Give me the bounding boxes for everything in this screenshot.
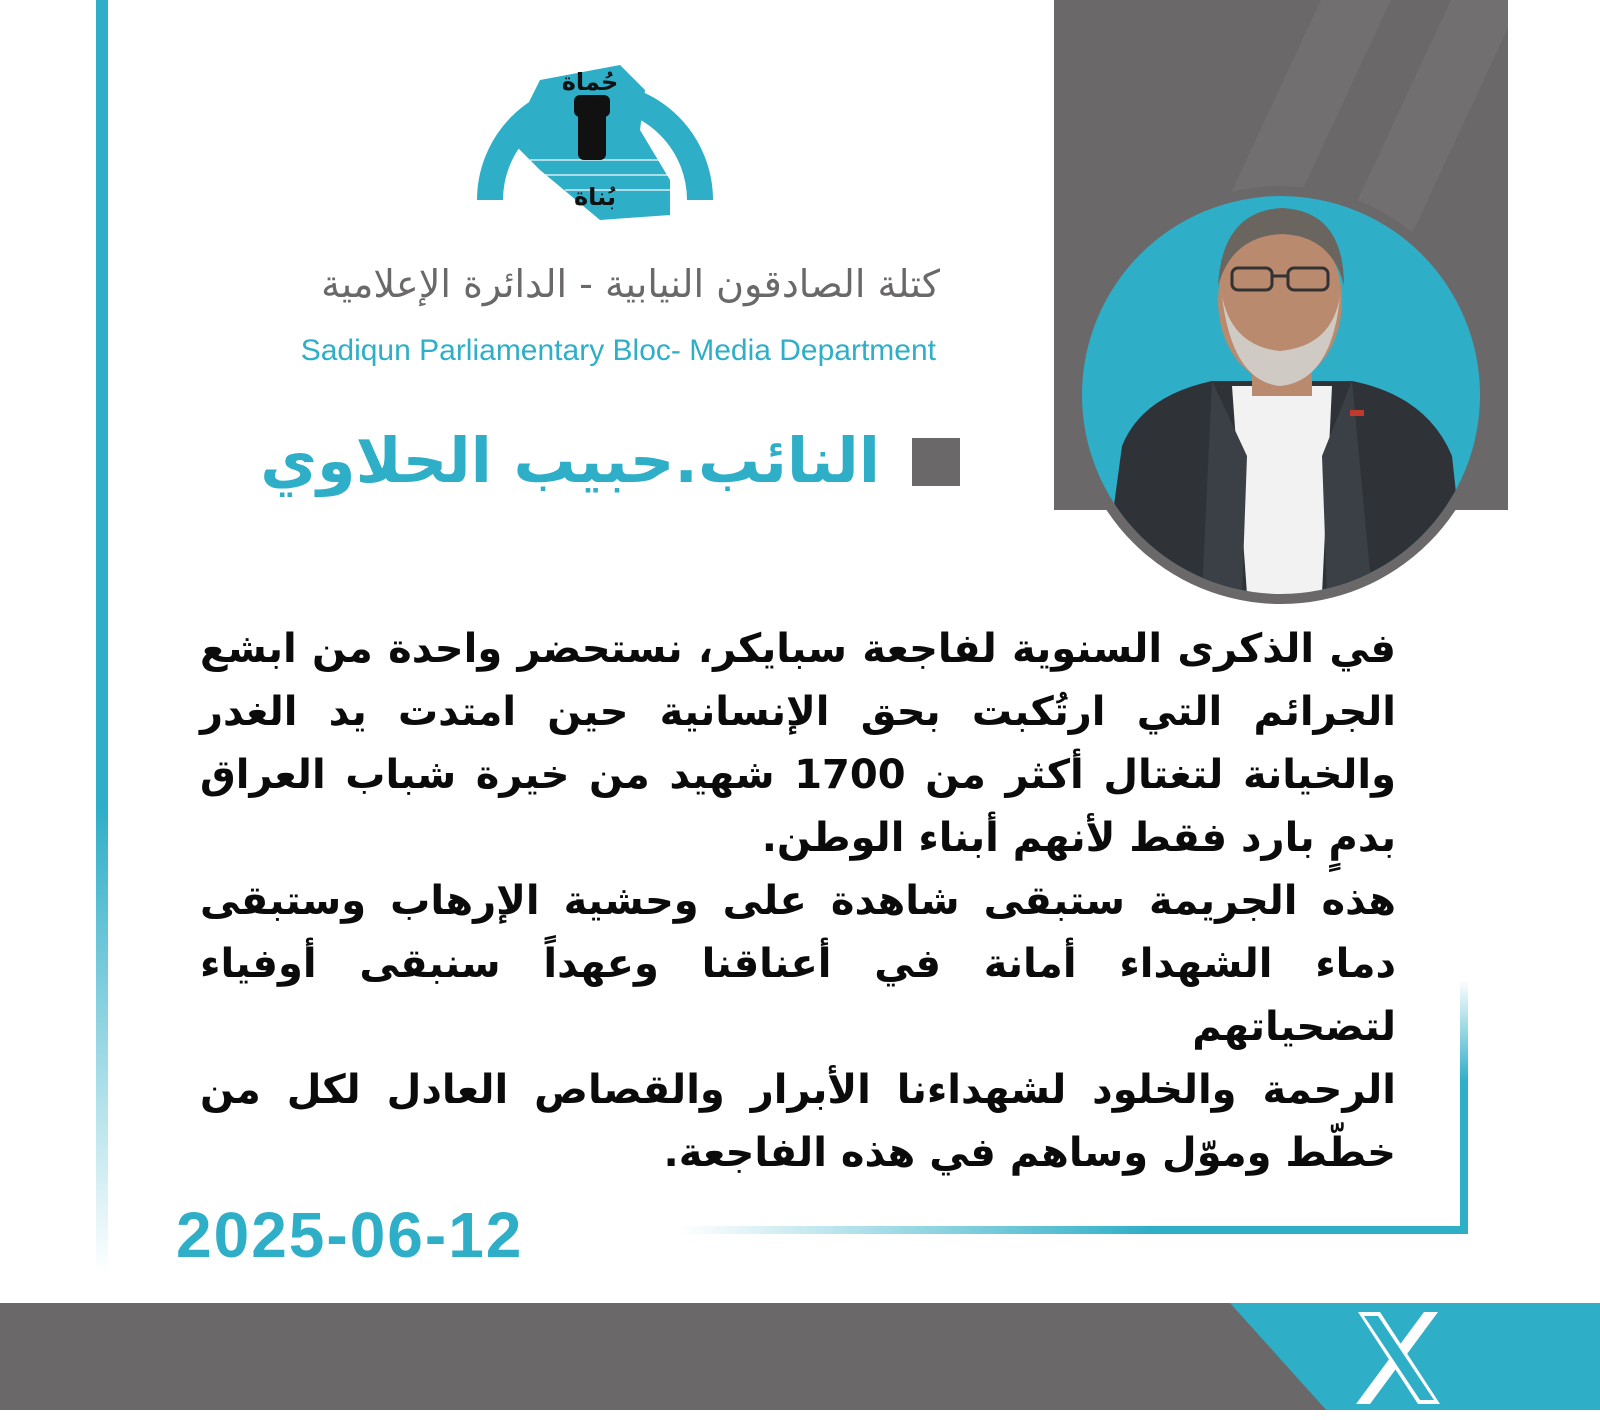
name-marker-square bbox=[912, 438, 960, 486]
party-logo bbox=[470, 10, 720, 240]
text-frame-bottom bbox=[680, 1226, 1468, 1234]
statement-paragraph-2: هذه الجريمة ستبقى شاهدة على وحشية الإرهاب وستبقى دماء الشهداء أمانة في أعناقنا وعهداً سنبقى أوفياء لتضحياتهم bbox=[200, 878, 1396, 1050]
svg-text:بُناة: بُناة bbox=[574, 183, 616, 211]
statement-body bbox=[200, 618, 1396, 1185]
speaker-portrait bbox=[1082, 196, 1480, 594]
x-icon[interactable] bbox=[1350, 1308, 1446, 1408]
statement-date: 2025-06-12 bbox=[176, 1199, 524, 1271]
svg-text:حُماة: حُماة bbox=[561, 68, 619, 96]
statement-paragraph-3: الرحمة والخلود لشهداءنا الأبرار والقصاص العادل لكل من خطّط وموّل وساهم في هذه الفاجعة. bbox=[200, 1067, 1396, 1176]
left-accent-bar bbox=[96, 0, 108, 1300]
svg-text:حركة الصادقون: حركة الصادقون bbox=[553, 35, 637, 50]
org-name-arabic: كتلة الصادقون النيابية - الدائرة الإعلامية bbox=[321, 262, 940, 306]
speaker-name: النائب.حبيب الحلاوي bbox=[260, 424, 880, 497]
statement-paragraph-1: في الذكرى السنوية لفاجعة سبايكر، نستحضر واحدة من ابشع الجرائم التي ارتُكبت بحق الإنسانية حين امتدت يد الغدر والخيانة لتغتال أكثر من 1700 شهيد من خيرة شباب العراق بدمٍ بارد فقط لأنهم أبناء الوطن. bbox=[200, 626, 1396, 861]
text-frame-right bbox=[1460, 980, 1468, 1234]
org-name-english: Sadiqun Parliamentary Bloc- Media Department bbox=[300, 334, 936, 367]
